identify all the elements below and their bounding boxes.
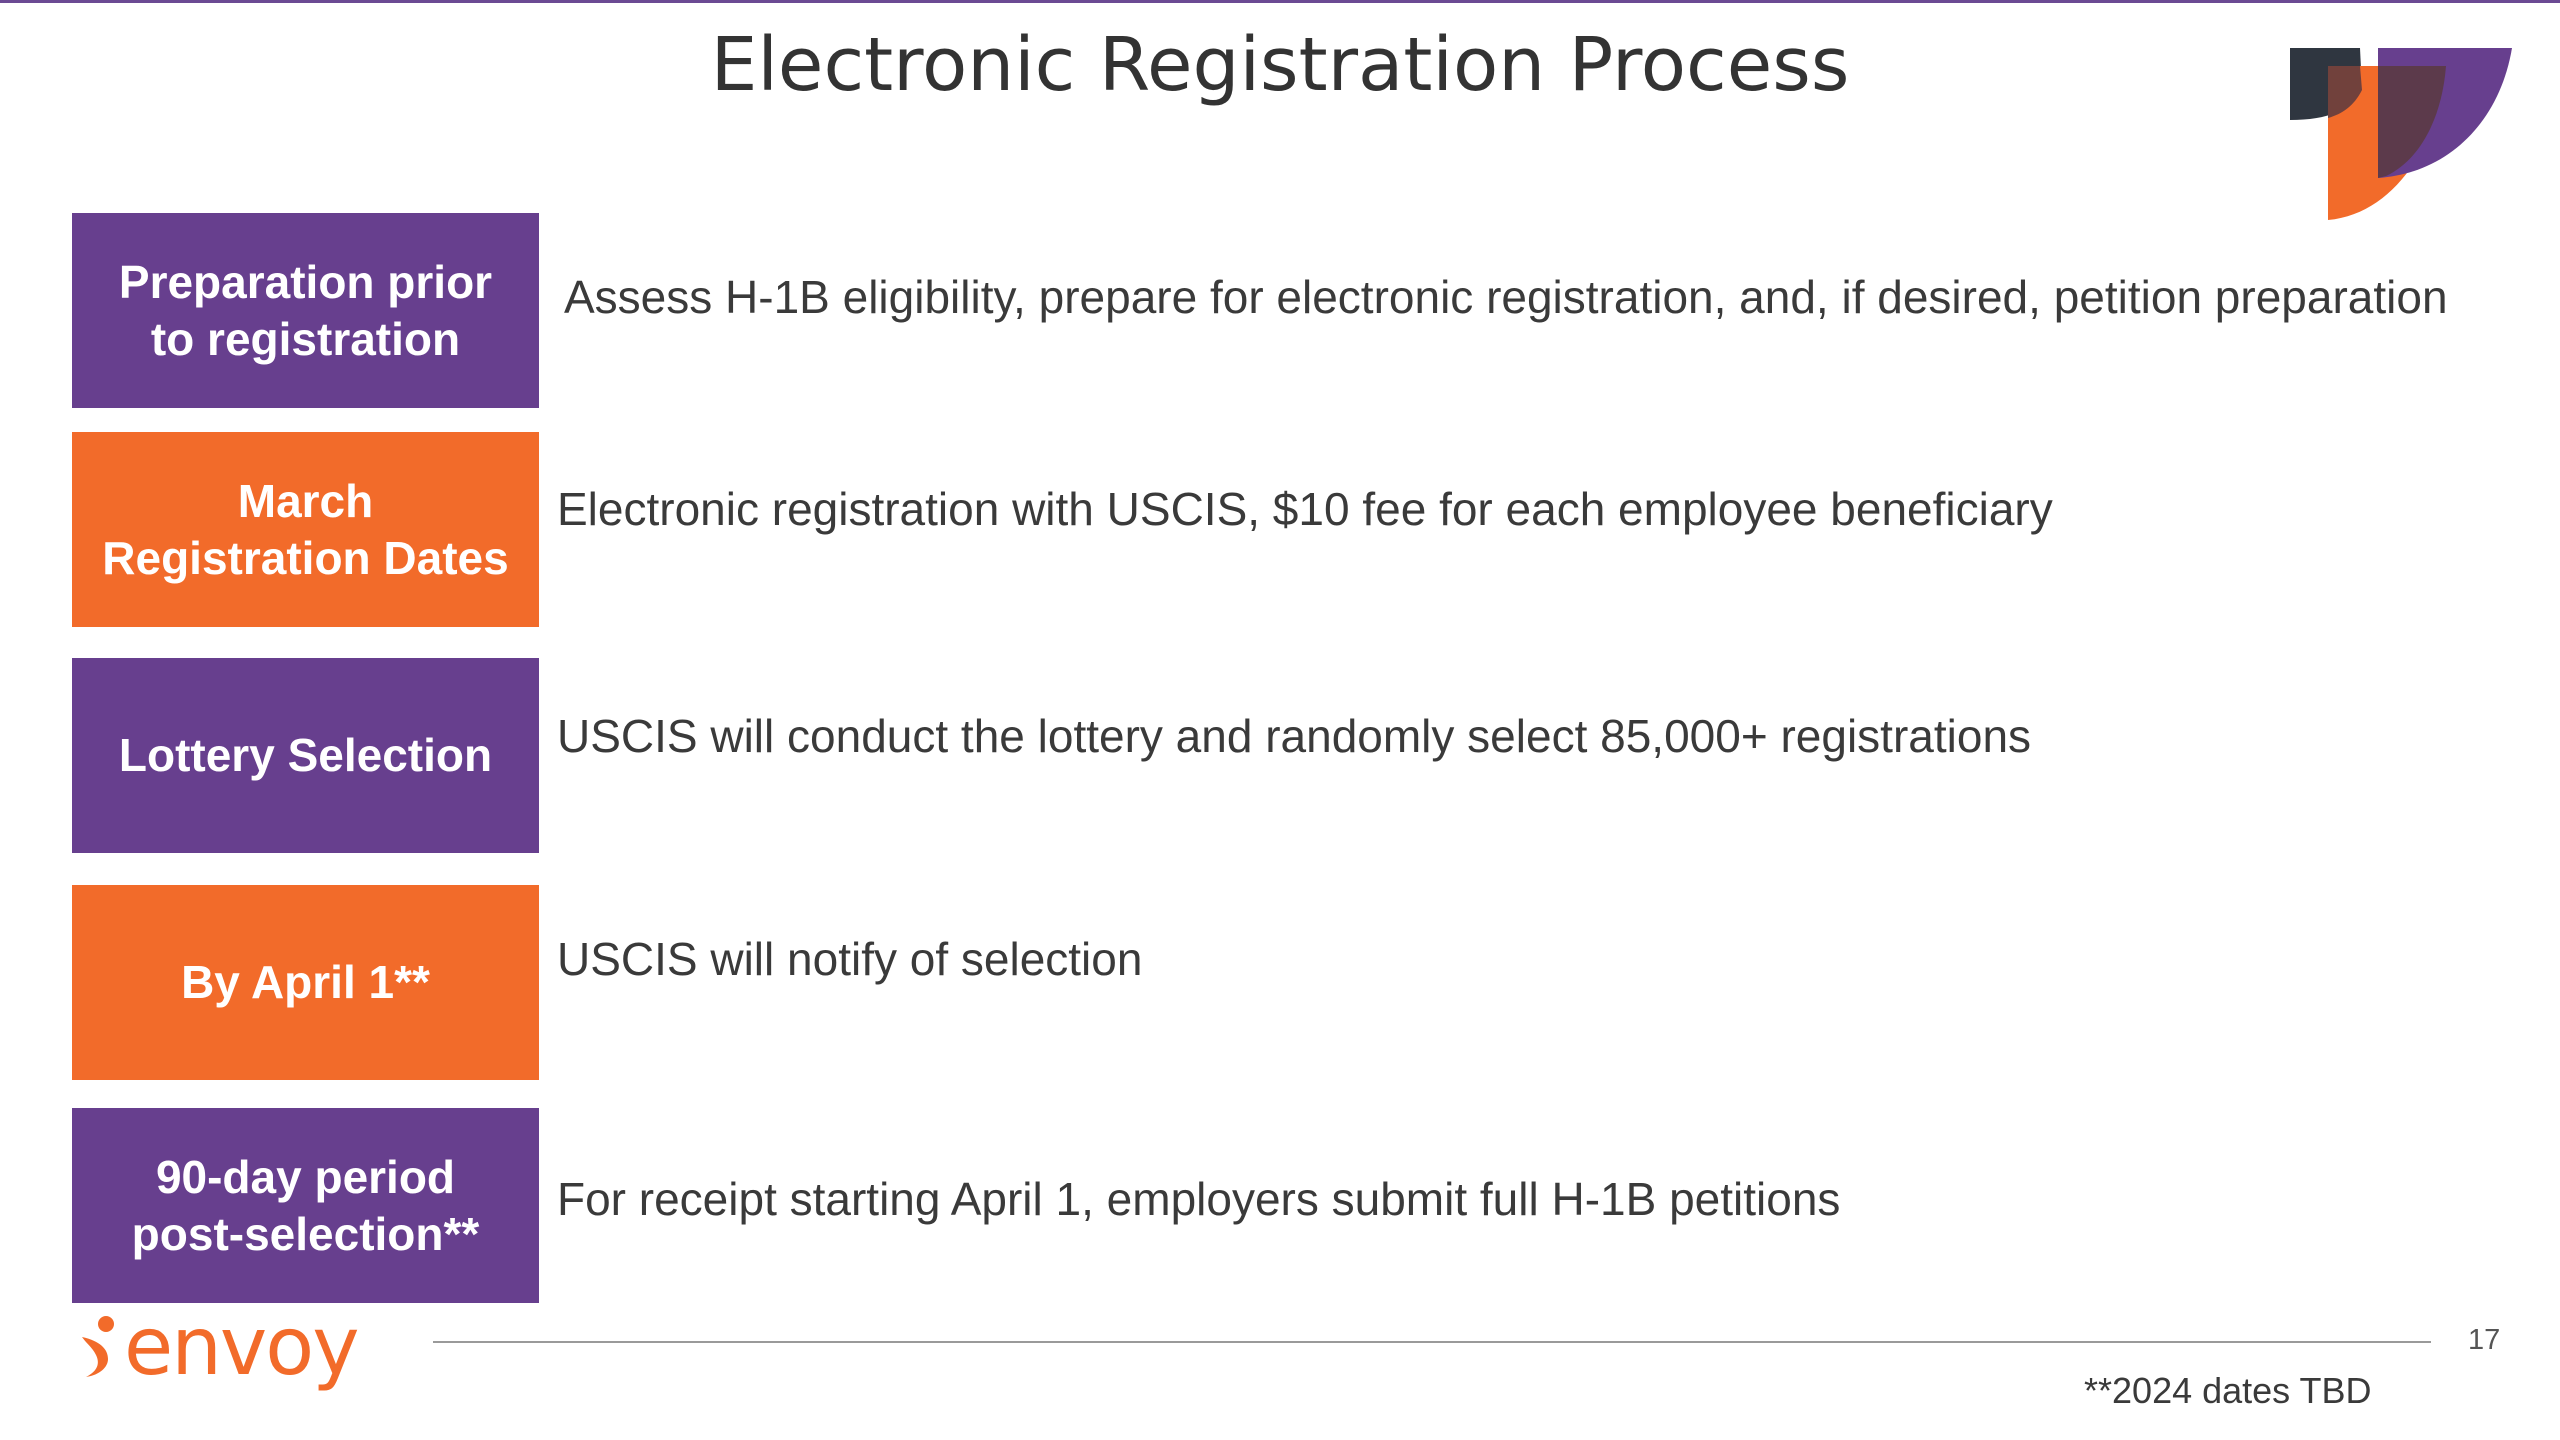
step-description-lottery-selection: USCIS will conduct the lottery and randomly select 85,000+ registrations (557, 710, 2032, 762)
brand-name: envoy (124, 1300, 358, 1393)
step-label-lottery-selection: Lottery Selection (72, 658, 539, 853)
step-description-90-day-period: For receipt starting April 1, employers submit full H-1B petitions (557, 1173, 1841, 1225)
step-label-90-day-period: 90-day period post-selection** (72, 1108, 539, 1303)
step-description-april-1: USCIS will notify of selection (557, 933, 1143, 985)
footer-rule (433, 1341, 2431, 1343)
step-label-march-registration: March Registration Dates (72, 432, 539, 627)
slide-title: Electronic Registration Process (710, 22, 1850, 108)
step-label-april-1: By April 1** (72, 885, 539, 1080)
step-description-preparation: Assess H-1B eligibility, prepare for electronic registration, and, if desired, petition preparation (564, 271, 2448, 323)
step-label-preparation: Preparation prior to registration (72, 213, 539, 408)
footnote: **2024 dates TBD (2084, 1370, 2372, 1411)
step-description-march-registration: Electronic registration with USCIS, $10 fee for each employee beneficiary (557, 483, 2053, 535)
top-rule (0, 0, 2560, 3)
envoy-logo (78, 1300, 358, 1393)
page-number: 17 (2468, 1324, 2501, 1356)
corner-logo-icon (2290, 48, 2530, 228)
envoy-person-icon (78, 1315, 120, 1379)
